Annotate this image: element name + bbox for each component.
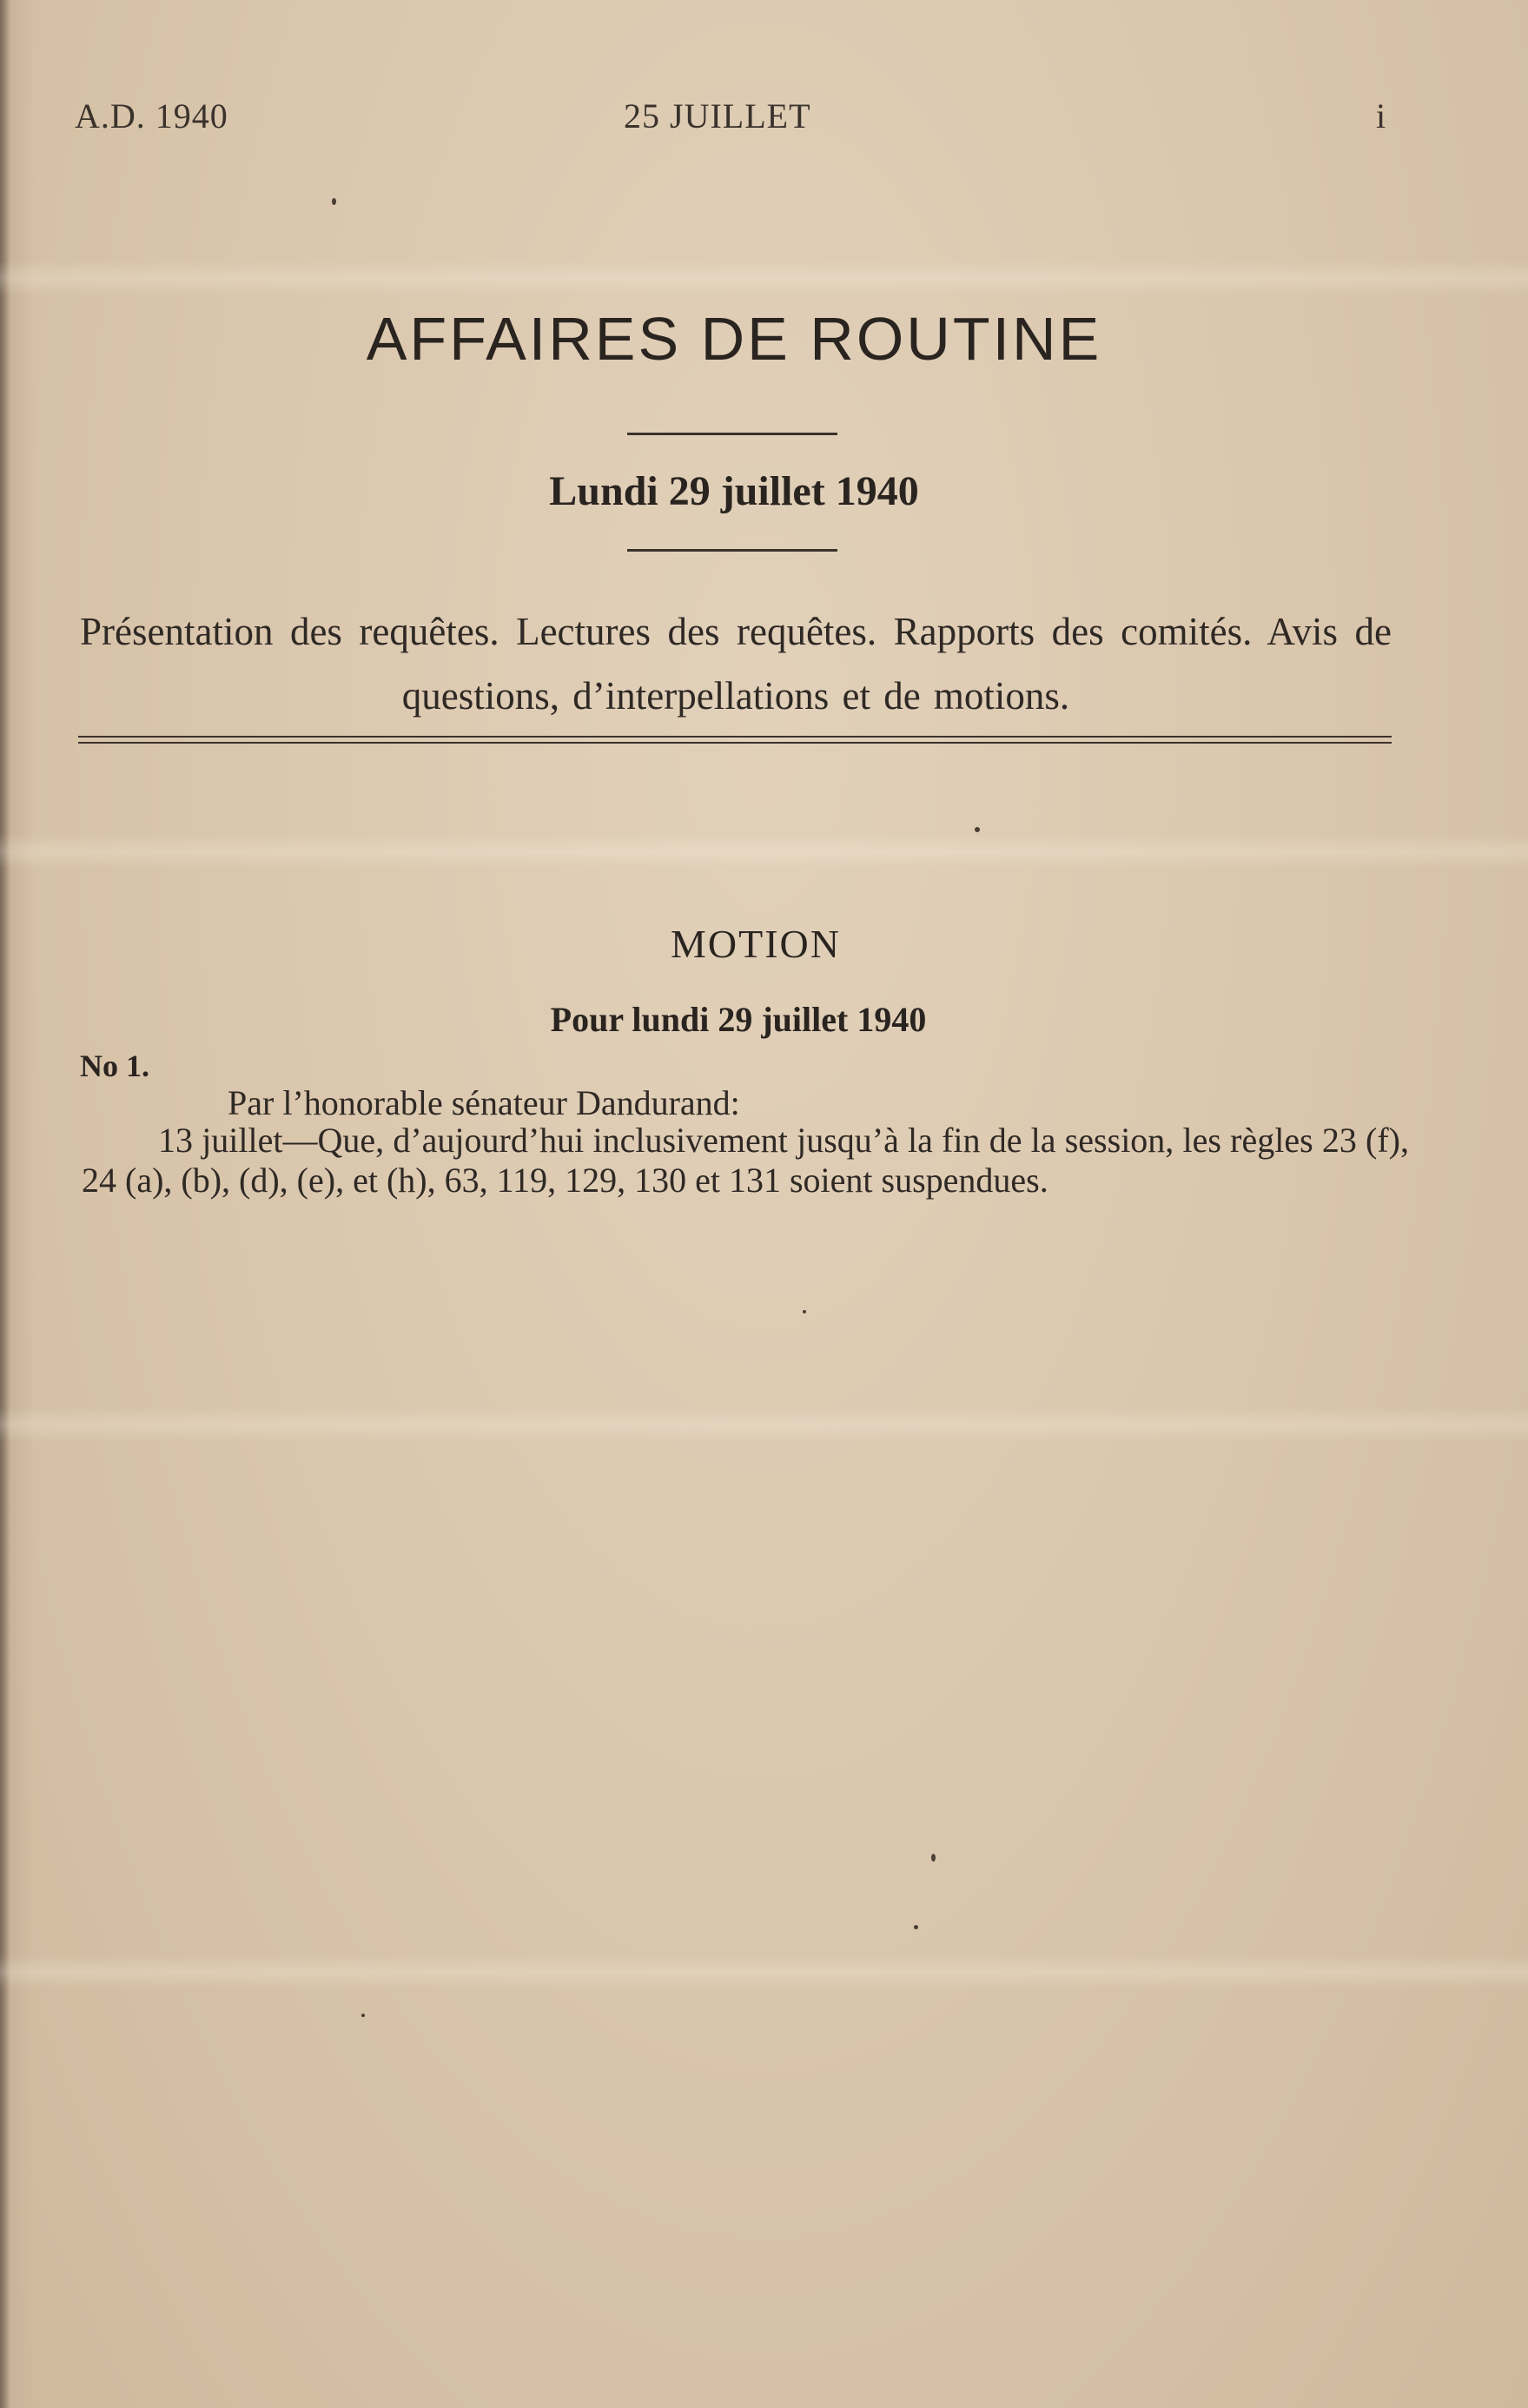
running-head-date: 25 JUILLET [624, 96, 811, 136]
page-title: AFFAIRES DE ROUTINE [366, 305, 1102, 373]
paper-speck [332, 198, 336, 205]
paper-fold [0, 261, 1528, 295]
item-number: No 1. [80, 1049, 149, 1083]
section-title: MOTION [671, 922, 841, 966]
item-mover: Par l’honorable sénateur Dandurand: [228, 1083, 740, 1122]
title-rule [627, 433, 837, 435]
paper-fold [0, 1407, 1528, 1442]
paper-speck [975, 827, 980, 832]
paper-speck [803, 1310, 806, 1313]
double-rule-divider [78, 736, 1392, 744]
page-number: i [1376, 96, 1387, 136]
agenda-paragraph: Présentation des requêtes. Lectures des requêtes. Rapports des comités. Avis de questions, d’interpellations et de motions. [80, 610, 1392, 718]
paper-fold [0, 1955, 1528, 1989]
paper-speck [914, 1925, 918, 1929]
paper-speck [361, 2014, 365, 2017]
motion-text: 13 juillet—Que, d’aujourd’hui inclusivement jusqu’à la fin de la session, les règles 23 (f), 24 (a), (b), (d), (e), et (h), 63, 119, 129, 130 et 131 soient suspendues. [82, 1121, 1409, 1200]
date-rule [627, 549, 837, 552]
paper-fold [0, 834, 1528, 869]
paper-speck [931, 1854, 936, 1862]
section-subtitle: Pour lundi 29 juillet 1940 [550, 1000, 927, 1039]
running-head-left: A.D. 1940 [75, 96, 228, 136]
date-heading: Lundi 29 juillet 1940 [549, 468, 919, 514]
